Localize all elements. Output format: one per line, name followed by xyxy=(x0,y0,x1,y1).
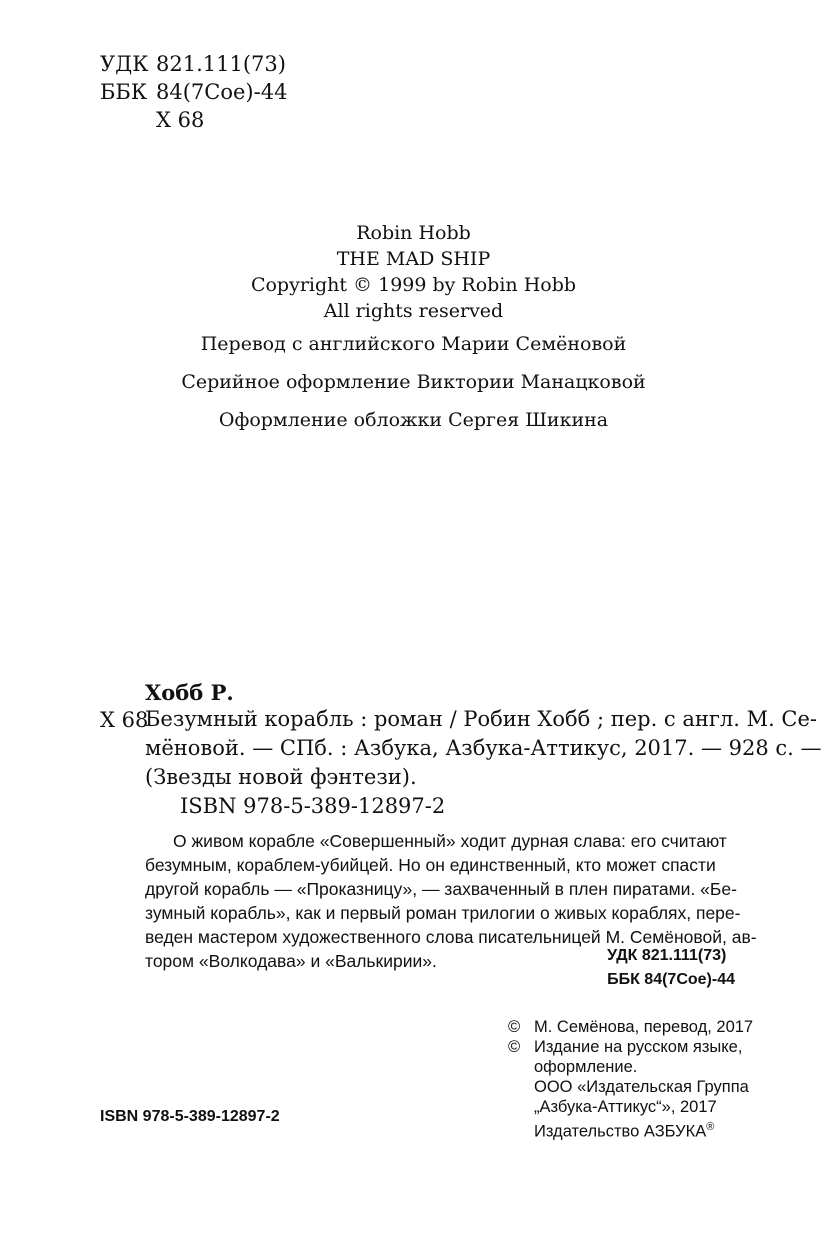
original-title: THE MAD SHIP xyxy=(336,248,491,270)
rights-reserved: All rights reserved xyxy=(323,300,504,322)
original-copyright-block xyxy=(0,220,827,324)
catalog-isbn: ISBN 978-5-389-12897-2 xyxy=(180,794,446,818)
imprint-name: Издательство АЗБУКА xyxy=(534,1122,707,1141)
annotation-line: О живом корабле «Совершенный» ходит дурная слава: его считают xyxy=(173,831,727,851)
edition-copyright-text: Издание на русском языке, xyxy=(534,1038,743,1056)
bbk-row xyxy=(100,78,287,106)
edition-copyright-cont: оформление. xyxy=(534,1058,638,1076)
footer-isbn: ISBN 978-5-389-12897-2 xyxy=(100,1108,280,1125)
catalog-bbk: ББК 84(7Сое)-44 xyxy=(607,971,735,988)
series-design-credit: Серийное оформление Виктории Манацковой xyxy=(181,371,646,393)
catalog-mark: Х 68 xyxy=(100,708,149,732)
annotation-line: другой корабль — «Проказницу», — захваченный в плен пиратами. «Бе- xyxy=(145,879,737,899)
bbk-label: ББК xyxy=(100,80,148,104)
biblio-line: (Звезды новой фэнтези). xyxy=(145,765,417,789)
publisher-line: ООО «Издательская Группа xyxy=(534,1078,749,1096)
registered-mark: ® xyxy=(706,1121,715,1133)
catalog-classification-codes xyxy=(607,944,735,992)
bbk-value: 84(7Сое)-44 xyxy=(156,80,288,104)
catalog-author-heading: Хобб Р. xyxy=(145,680,234,705)
annotation-line: тором «Волкодава» и «Валькирии». xyxy=(145,951,437,971)
translation-copyright-text: М. Семёнова, перевод, 2017 xyxy=(534,1018,754,1036)
copyright-symbol: © xyxy=(508,1018,521,1036)
udk-value: 821.111(73) xyxy=(156,52,286,76)
publisher-line: „Азбука-Аттикус“», 2017 xyxy=(534,1098,717,1116)
copyright-symbol: © xyxy=(508,1038,521,1056)
author-mark: Х 68 xyxy=(156,108,205,132)
imprint-line xyxy=(508,1117,753,1142)
header-classification-codes xyxy=(100,50,287,134)
catalog-udk: УДК 821.111(73) xyxy=(607,947,727,964)
original-copyright: Copyright © 1999 by Robin Hobb xyxy=(250,274,577,296)
udk-label: УДК xyxy=(100,52,149,76)
edition-copyright xyxy=(508,1037,753,1057)
original-author: Robin Hobb xyxy=(356,222,471,244)
annotation-line: веден мастером художественного слова писательницей М. Семёновой, ав- xyxy=(145,927,757,947)
translation-credit: Перевод с английского Марии Семёновой xyxy=(200,333,627,355)
translation-copyright xyxy=(508,1017,753,1037)
cover-design-credit: Оформление обложки Сергея Шикина xyxy=(218,409,609,431)
udk-row xyxy=(100,50,287,78)
biblio-line: мёновой. — СПб. : Азбука, Азбука-Аттикус, 2017. — 928 с. — xyxy=(145,736,822,760)
biblio-line: Безумный корабль : роман / Робин Хобб ; пер. с англ. М. Се- xyxy=(145,707,818,731)
annotation-line: безумным, кораблем-убийцей. Но он единственный, кто может спасти xyxy=(145,855,716,875)
bibliographic-description xyxy=(145,705,822,792)
copyright-notices xyxy=(508,1017,753,1142)
annotation-line: зумный корабль», как и первый роман трилогии о живых кораблях, пере- xyxy=(145,903,741,923)
